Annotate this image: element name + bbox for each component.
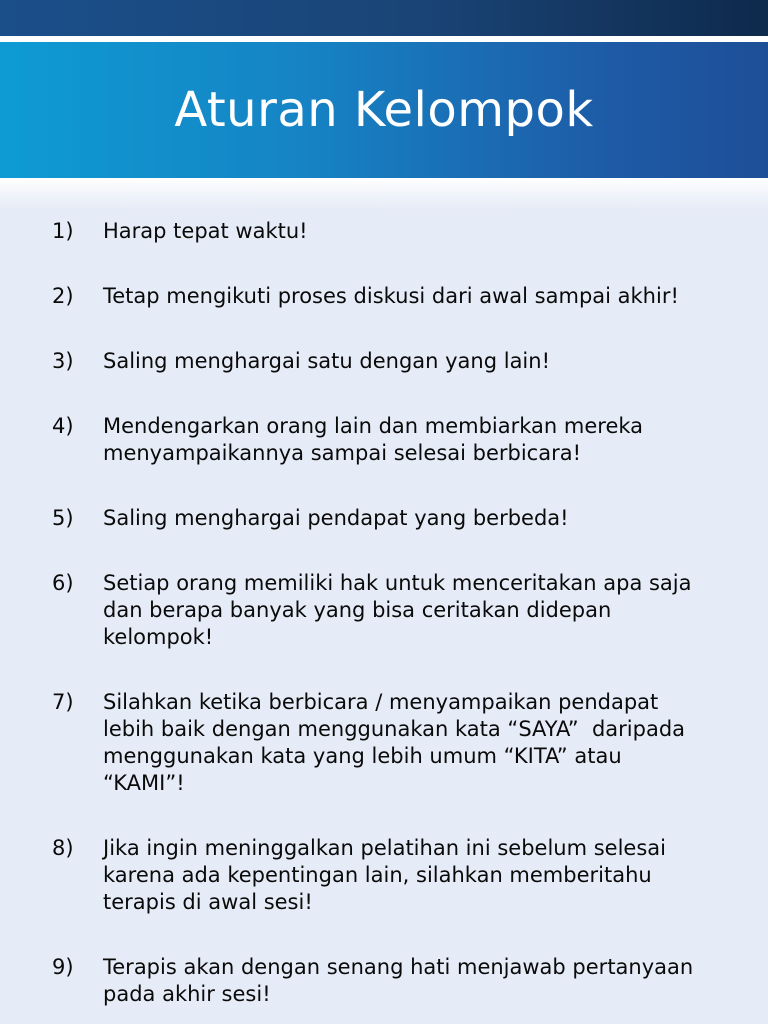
rule-number: 9): [52, 955, 74, 979]
rule-text: Saling menghargai satu dengan yang lain!: [103, 349, 550, 373]
rule-item-1: [0, 218, 768, 245]
rule-item-6: [0, 570, 768, 651]
rule-number: 4): [52, 414, 74, 438]
rule-text: Harap tepat waktu!: [103, 219, 308, 243]
rule-number: 1): [52, 219, 74, 243]
rule-text: Setiap orang memiliki hak untuk menceritakan apa saja dan berapa banyak yang bisa ceritakan didepan kelompok!: [103, 571, 692, 649]
rule-item-3: [0, 348, 768, 375]
rule-text: Jika ingin meninggalkan pelatihan ini sebelum selesai karena ada kepentingan lain, silahkan memberitahu terapis di awal sesi!: [103, 836, 666, 914]
slide-title: Aturan Kelompok: [174, 82, 594, 138]
rule-item-2: [0, 283, 768, 310]
rule-item-5: [0, 505, 768, 532]
rule-item-8: [0, 835, 768, 916]
rule-text: Saling menghargai pendapat yang berbeda!: [103, 506, 569, 530]
rule-text: Mendengarkan orang lain dan membiarkan mereka menyampaikannya sampai selesai berbicara!: [103, 414, 644, 465]
rule-text: Silahkan ketika berbicara / menyampaikan pendapat lebih baik dengan menggunakan kata “SAYA” daripada menggunakan kata yang lebih umum “KITA” atau “KAMI”!: [103, 690, 686, 795]
rule-text: Terapis akan dengan senang hati menjawab pertanyaan pada akhir sesi!: [103, 955, 694, 1006]
rule-item-9: [0, 954, 768, 1008]
rule-number: 2): [52, 284, 74, 308]
top-decorative-bar: [0, 0, 768, 36]
rule-item-7: [0, 689, 768, 797]
rule-number: 8): [52, 836, 74, 860]
rule-number: 5): [52, 506, 74, 530]
rules-list: [0, 212, 768, 1008]
title-shadow-band: [0, 178, 768, 210]
rule-number: 6): [52, 571, 74, 595]
rule-number: 7): [52, 690, 74, 714]
rule-item-4: [0, 413, 768, 467]
rule-number: 3): [52, 349, 74, 373]
rule-text: Tetap mengikuti proses diskusi dari awal sampai akhir!: [103, 284, 679, 308]
